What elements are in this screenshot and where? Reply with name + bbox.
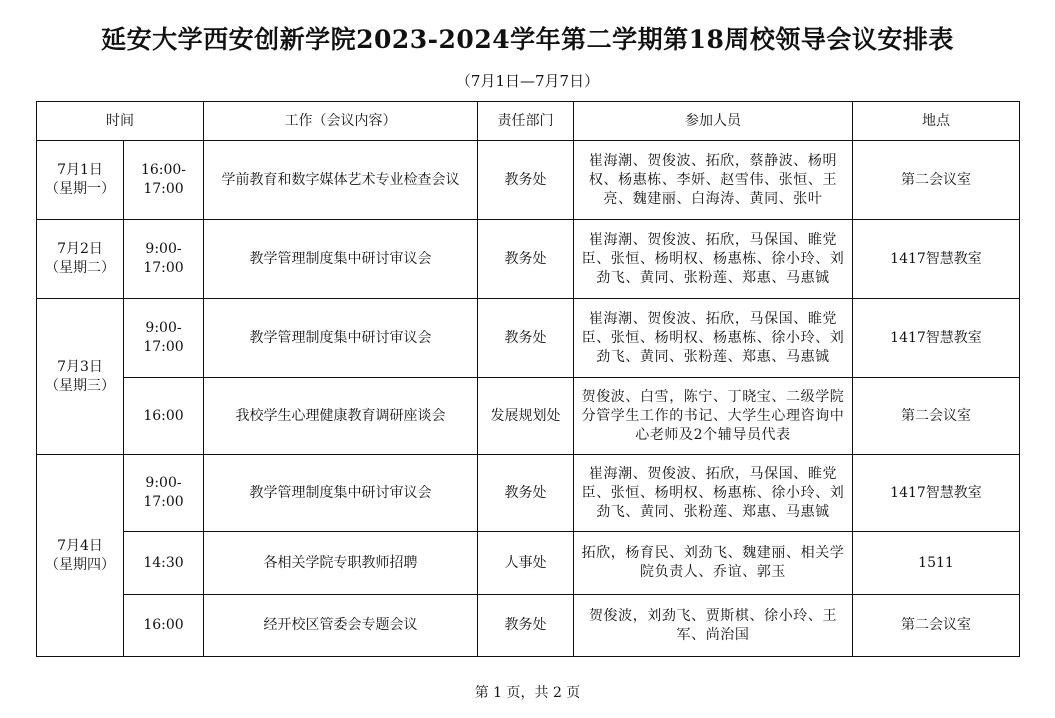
weekday-label: （星期四） [45,556,115,573]
location-cell: 1417智慧教室 [853,220,1020,299]
participants-cell: 崔海潮、贺俊波、拓欣，蔡静波、杨明权、杨惠栋、李妍、赵雪伟、张恒、王亮、魏建丽、白海涛、黄同、张叶 [574,141,853,220]
page-number: 第 1 页，共 2 页 [474,685,581,701]
table-row [37,220,1020,299]
date-label: 7月3日 [57,358,103,375]
date-cell [37,299,124,455]
content-cell: 各相关学院专职教师招聘 [204,532,478,595]
table-row [37,532,1020,595]
date-cell [37,141,124,220]
location-cell: 第二会议室 [853,595,1020,657]
time-cell: 16:00 [124,378,204,455]
header-department: 责任部门 [478,102,574,141]
date-cell [37,455,124,657]
location-cell: 1417智慧教室 [853,299,1020,378]
location-cell: 1417智慧教室 [853,455,1020,532]
content-cell: 教学管理制度集中研讨审议会 [204,220,478,299]
location-cell: 第二会议室 [853,378,1020,455]
weekday-label: （星期二） [45,260,115,276]
time-cell: 9:00-17:00 [124,455,204,532]
weekday-label: （星期三） [45,377,115,394]
participants-cell: 贺俊波，刘劲飞、贾斯棋、徐小玲、王军、尚治国 [574,595,853,657]
date-range: （7月1日—7月7日） [455,72,600,90]
department-cell: 教务处 [478,299,574,378]
table-row [37,455,1020,532]
location-cell: 第二会议室 [853,141,1020,220]
header-content: 工作（会议内容） [204,102,478,141]
department-cell: 教务处 [478,455,574,532]
department-cell: 教务处 [478,220,574,299]
header-participants: 参加人员 [574,102,853,141]
time-cell: 14:30 [124,532,204,595]
content-cell: 教学管理制度集中研讨审议会 [204,299,478,378]
participants-cell: 贺俊波、白雪，陈宁、丁晓宝、二级学院分管学生工作的书记、大学生心理咨询中心老师及2个辅导员代表 [574,378,853,455]
participants-cell: 崔海潮、贺俊波、拓欣，马保国、睢党臣、张恒、杨明权、杨惠栋、徐小玲、刘劲飞、黄同、张粉莲、郑惠、马惠铖 [574,455,853,532]
schedule-table [36,101,1020,657]
header-time: 时间 [37,102,204,141]
header-location: 地点 [853,102,1020,141]
time-cell: 9:00-17:00 [124,220,204,299]
date-label: 7月4日 [57,537,103,554]
location-cell: 1511 [853,532,1020,595]
weekday-label: （星期一） [45,181,115,197]
content-cell: 学前教育和数字媒体艺术专业检查会议 [204,141,478,220]
table-row [37,141,1020,220]
time-cell: 9:00-17:00 [124,299,204,378]
table-row [37,378,1020,455]
department-cell: 教务处 [478,141,574,220]
content-cell: 经开校区管委会专题会议 [204,595,478,657]
time-cell: 16:00-17:00 [124,141,204,220]
date-label: 7月2日 [57,241,103,257]
participants-cell: 崔海潮、贺俊波、拓欣，马保国、睢党臣、张恒、杨明权、杨惠栋、徐小玲、刘劲飞、黄同、张粉莲、郑惠、马惠铖 [574,299,853,378]
department-cell: 人事处 [478,532,574,595]
date-label: 7月1日 [57,162,103,178]
table-row [37,595,1020,657]
page-title: 延安大学西安创新学院2023-2024学年第二学期第18周校领导会议安排表 [101,25,954,54]
header-row [37,102,1020,141]
content-cell: 我校学生心理健康教育调研座谈会 [204,378,478,455]
participants-cell: 崔海潮、贺俊波、拓欣，马保国、睢党臣、张恒、杨明权、杨惠栋、徐小玲、刘劲飞、黄同、张粉莲、郑惠、马惠铖 [574,220,853,299]
time-cell: 16:00 [124,595,204,657]
department-cell: 教务处 [478,595,574,657]
department-cell: 发展规划处 [478,378,574,455]
participants-cell: 拓欣，杨育民、刘劲飞、魏建丽、相关学院负责人、乔谊、郭玉 [574,532,853,595]
date-cell [37,220,124,299]
table-row [37,299,1020,378]
content-cell: 教学管理制度集中研讨审议会 [204,455,478,532]
